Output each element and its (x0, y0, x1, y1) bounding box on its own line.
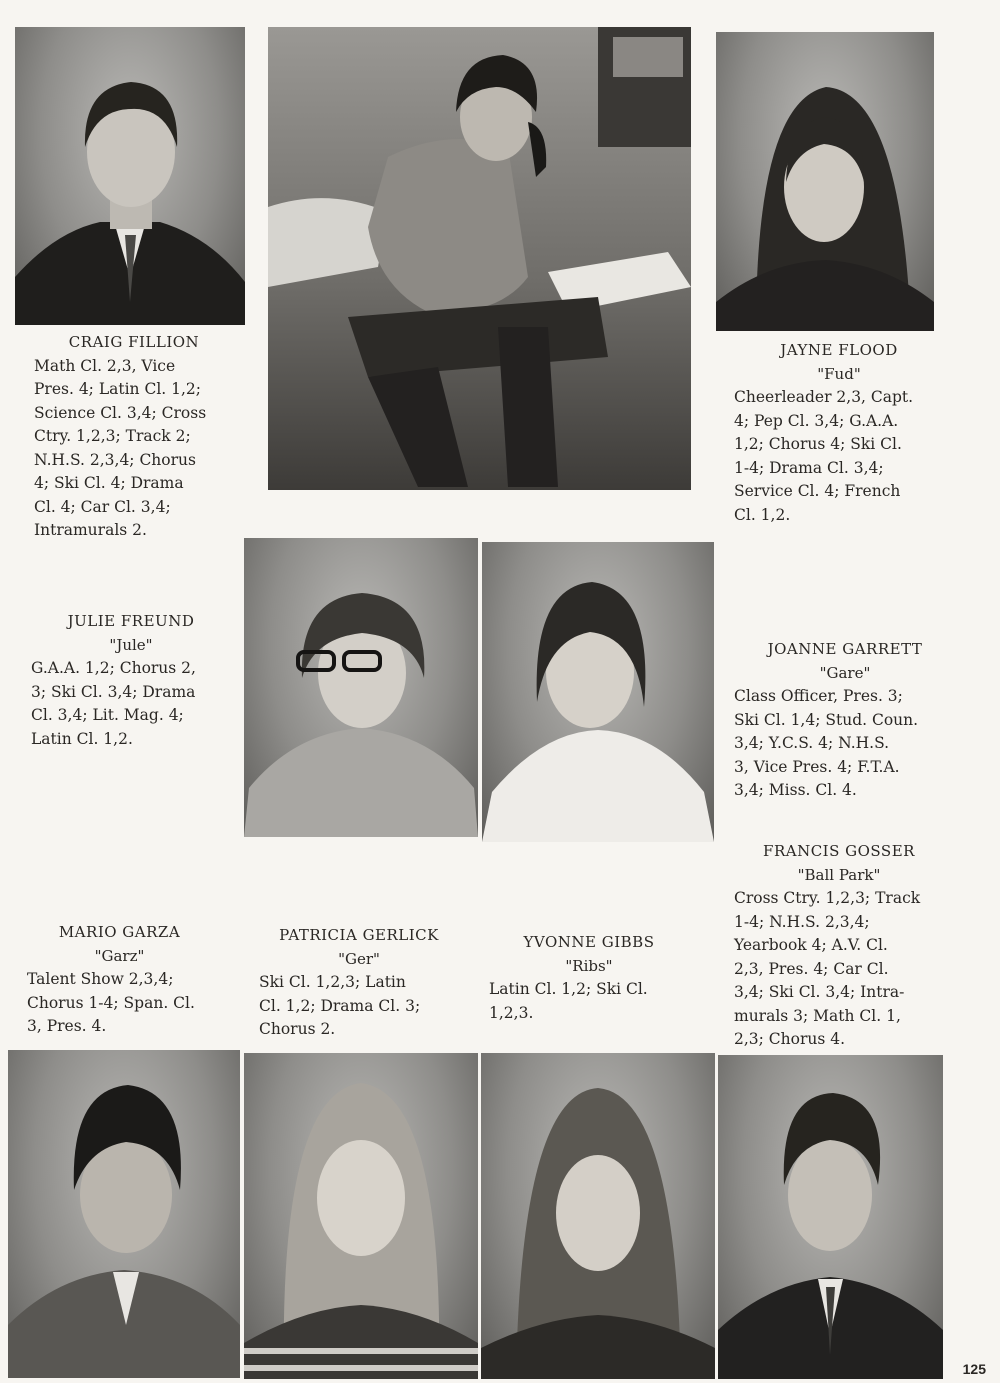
student-name: FRANCIS GOSSER (763, 842, 915, 860)
portrait-jayne-flood (716, 32, 934, 331)
student-name: PATRICIA GERLICK (279, 926, 439, 944)
student-activities: Ski Cl. 1,2,3; Latin Cl. 1,2; Drama Cl. 3; Chorus 2. (259, 973, 421, 1038)
portrait-yvonne-gibbs (481, 1053, 715, 1379)
student-name: CRAIG FILLION (68, 333, 200, 351)
bio-jayne-flood (734, 339, 944, 527)
page-number: 125 (962, 1361, 986, 1377)
bio-patricia-gerlick (259, 924, 459, 1042)
student-name: YVONNE GIBBS (523, 933, 655, 951)
portrait-francis-gosser (718, 1055, 943, 1379)
student-activities: Cheerleader 2,3, Capt. 4; Pep Cl. 3,4; G.A.A. 1,2; Chorus 4; Ski Cl. 1-4; Drama Cl. 3,4; Service Cl. 4; French Cl. 1,2. (734, 388, 914, 524)
student-activities: Latin Cl. 1,2; Ski Cl. 1,2,3. (489, 980, 648, 1022)
student-nickname: "Garz" (94, 946, 145, 965)
student-name: JAYNE FLOOD (780, 341, 898, 359)
bio-craig-fillion (34, 331, 234, 543)
portrait-mario-garza (8, 1050, 240, 1378)
bio-mario-garza (27, 921, 212, 1039)
bio-yvonne-gibbs (489, 931, 689, 1025)
portrait-joanne-garrett (482, 542, 714, 842)
student-name: MARIO GARZA (58, 923, 181, 941)
student-nickname: "Ball Park" (797, 865, 881, 884)
student-nickname: "Fud" (817, 364, 861, 383)
bio-joanne-garrett (734, 638, 956, 803)
student-activities: Talent Show 2,3,4; Chorus 1-4; Span. Cl. 3, Pres. 4. (27, 970, 195, 1035)
student-activities: Math Cl. 2,3, Vice Pres. 4; Latin Cl. 1,2; Science Cl. 3,4; Cross Ctry. 1,2,3; Track 2; N.H.S. 2,3,4; Chorus 4; Ski Cl. 4; Drama Cl. 4; Car Cl. 3,4; Intramurals 2. (34, 356, 207, 539)
student-activities: Cross Ctry. 1,2,3; Track 1-4; N.H.S. 2,3,4; Yearbook 4; A.V. Cl. 2,3, Pres. 4; Car Cl. 3,4; Ski Cl. 3,4; Intra- murals 3; Math Cl. 1, 2,3; Chorus 4. (734, 889, 921, 1048)
portrait-julie-freund (244, 538, 478, 837)
portrait-craig-fillion (15, 27, 245, 325)
student-nickname: "Jule" (109, 635, 153, 654)
candid-photo-telephone (268, 27, 691, 490)
student-activities: Class Officer, Pres. 3; Ski Cl. 1,4; Stud. Coun. 3,4; Y.C.S. 4; N.H.S. 3, Vice Pres. 4; F.T.A. 3,4; Miss. Cl. 4. (734, 687, 919, 799)
student-activities: G.A.A. 1,2; Chorus 2, 3; Ski Cl. 3,4; Drama Cl. 3,4; Lit. Mag. 4; Latin Cl. 1,2. (31, 659, 196, 748)
student-nickname: "Gare" (819, 663, 871, 682)
student-name: JOANNE GARRETT (767, 640, 923, 658)
portrait-patricia-gerlick (244, 1053, 478, 1379)
student-name: JULIE FREUND (67, 612, 195, 630)
bio-julie-freund (31, 610, 231, 751)
student-nickname: "Ribs" (565, 956, 613, 975)
student-nickname: "Ger" (338, 949, 380, 968)
bio-francis-gosser (734, 840, 944, 1052)
